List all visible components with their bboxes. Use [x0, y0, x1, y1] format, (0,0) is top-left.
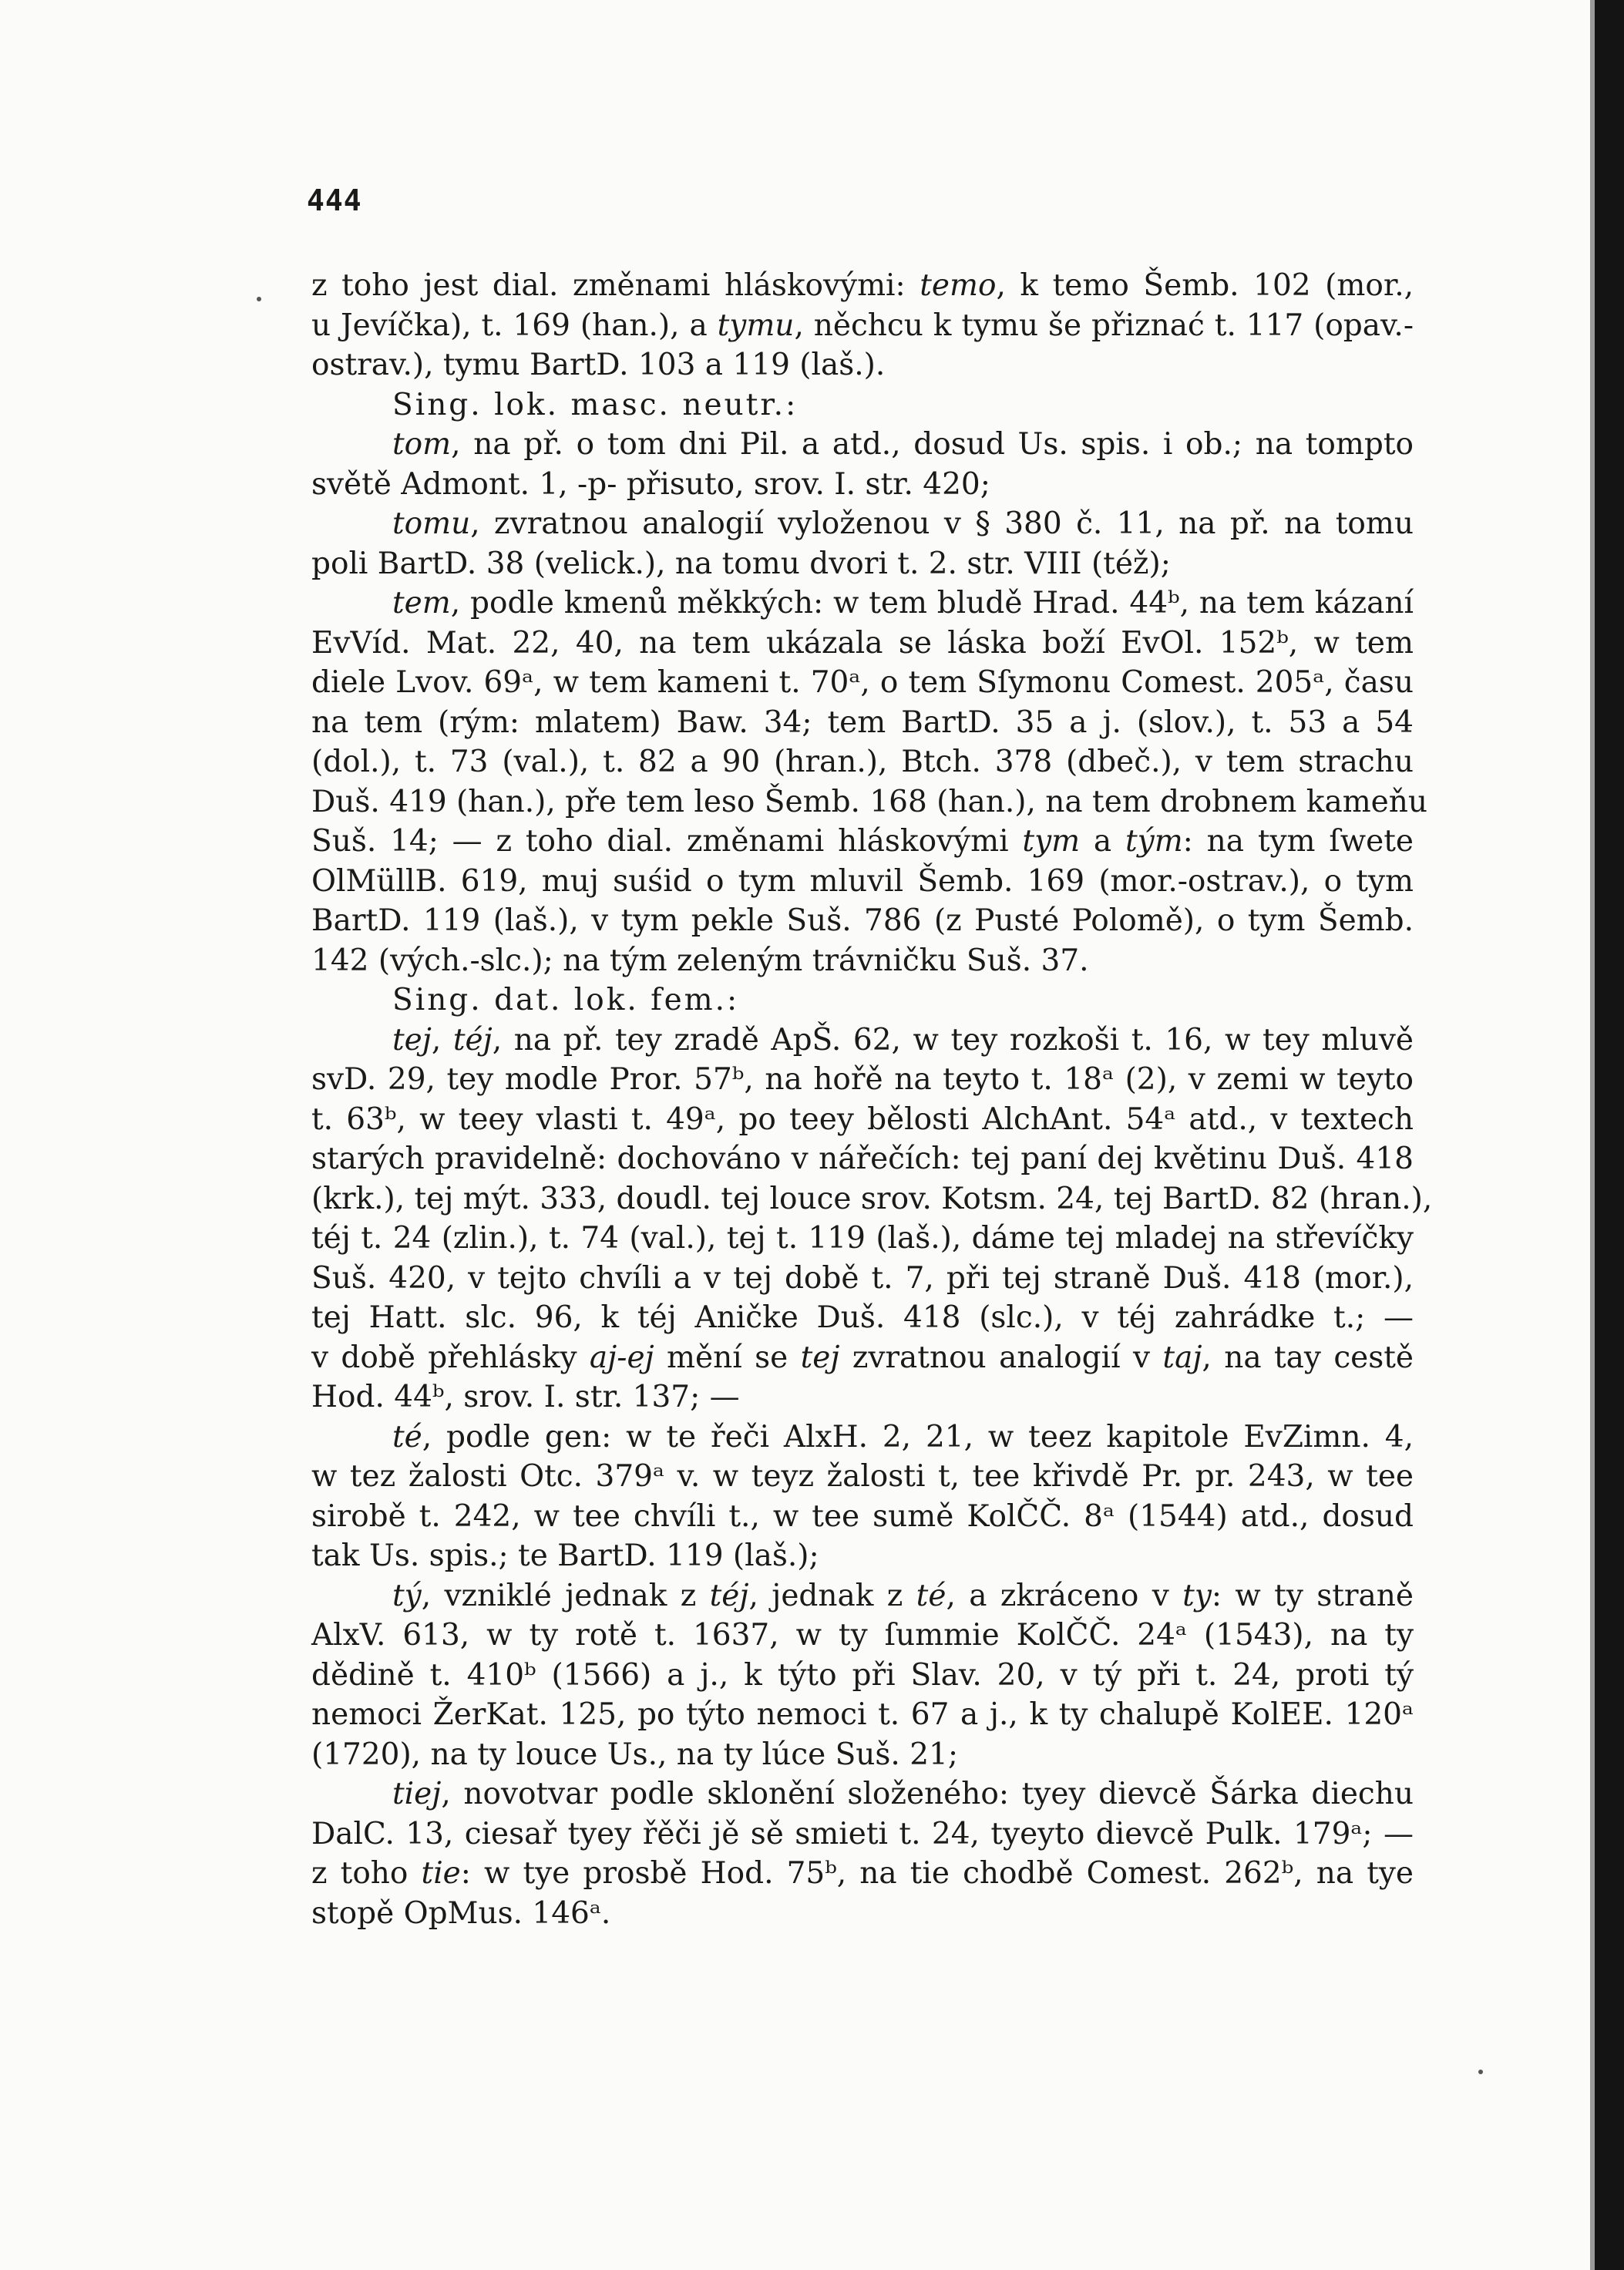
italic-headword: tymu	[717, 308, 795, 343]
text-segment: sirobě t. 242, w tee chvíli t., w tee sumě KolČČ. 8ᵃ (1544) atd., dosud	[311, 1498, 1414, 1534]
text-segment: svD. 29, tey modle Pror. 57ᵇ, na hořě na teyto t. 18ᵃ (2), v zemi w teyto	[311, 1062, 1414, 1097]
text-segment: mění se	[654, 1340, 801, 1375]
text-line	[311, 1179, 1433, 1219]
italic-headword: té	[392, 1419, 422, 1454]
text-line	[311, 901, 1414, 941]
text-line	[311, 1656, 1414, 1696]
text-segment: dědině t. 410ᵇ (1566) a j., k týto při Slav. 20, v tý při t. 24, proti tý	[311, 1657, 1414, 1693]
text-segment: Sing. lok. masc. neutr.:	[392, 387, 799, 422]
italic-headword: tej	[392, 1022, 432, 1058]
text-line	[311, 504, 1414, 544]
text-line	[311, 1377, 1414, 1417]
italic-headword: tom	[392, 427, 452, 462]
text-segment: 142 (vých.-slc.); na tým zeleným trávničku Suš. 37.	[311, 943, 1089, 978]
text-line	[311, 1457, 1414, 1497]
text-line	[311, 465, 1414, 505]
text-segment: (1720), na ty louce Us., na ty lúce Suš. 21;	[311, 1737, 958, 1772]
text-segment: , podle kmenů měkkých: w tem bludě Hrad. 44ᵇ, na tem kázaní	[450, 586, 1414, 620]
text-segment: a	[1080, 824, 1125, 859]
page-number: 444	[307, 183, 362, 217]
text-segment: EvVíd. Mat. 22, 40, na tem ukázala se láska boží EvOl. 152ᵇ, w tem	[311, 625, 1414, 661]
text-segment: (krk.), tej mýt. 333, doudl. tej louce srov. Kotsm. 24, tej BartD. 82 (hran.),	[311, 1181, 1433, 1216]
scan-border	[1595, 0, 1624, 2270]
text-segment: téj t. 24 (zlin.), t. 74 (val.), tej t. 119 (laš.), dáme tej mladej na střevíčky	[311, 1221, 1414, 1256]
text-line	[311, 1060, 1414, 1100]
text-segment: Duš. 419 (han.), pře tem leso Šemb. 168 (han.), na tem drobnem kameňu	[311, 784, 1427, 819]
italic-headword: tie	[421, 1856, 461, 1891]
text-line	[311, 1576, 1414, 1616]
text-line	[311, 544, 1414, 584]
text-segment: BartD. 119 (laš.), v tym pekle Suš. 786 (z Pusté Polomě), o tym Šemb.	[311, 903, 1414, 938]
text-segment: stopě OpMus. 146ᵃ.	[311, 1895, 611, 1931]
text-line	[311, 1139, 1414, 1179]
scan-speck	[257, 297, 261, 301]
italic-headword: téj	[452, 1022, 493, 1058]
body-text	[311, 266, 1433, 1933]
text-segment: tej Hatt. slc. 96, k téj Aničke Duš. 418 (slc.), v téj zahrádke t.; —	[311, 1300, 1414, 1335]
text-segment: , vzniklé jednak z	[421, 1578, 710, 1613]
text-line	[311, 941, 1414, 981]
text-segment: t. 63ᵇ, w teey vlasti t. 49ᵃ, po teey bělosti AlchAnt. 54ᵃ atd., v textech	[311, 1101, 1414, 1137]
text-segment: u Jevíčka), t. 169 (han.), a	[311, 308, 718, 343]
text-segment: Suš. 420, v tejto chvíli a v tej době t. 7, při tej straně Duš. 418 (mor.),	[311, 1260, 1414, 1296]
text-line	[311, 624, 1414, 664]
text-segment: zvratnou analogií v	[839, 1340, 1163, 1375]
italic-headword: té	[916, 1578, 946, 1613]
text-line	[311, 1854, 1414, 1894]
text-line	[311, 385, 1414, 425]
text-segment: , na př. tey zradě ApŠ. 62, w tey rozkoši t. 16, w tey mluvě	[492, 1022, 1414, 1058]
text-segment: , k temo Šemb. 102 (mor.,	[996, 268, 1414, 303]
text-segment: na tem (rým: mlatem) Baw. 34; tem BartD. 35 a j. (slov.), t. 53 a 54	[311, 705, 1414, 740]
italic-headword: tiej	[392, 1777, 442, 1811]
text-line	[311, 425, 1414, 465]
text-line	[311, 1695, 1414, 1735]
text-line	[311, 1298, 1414, 1338]
italic-headword: tem	[392, 586, 451, 620]
italic-headword: tym	[1022, 824, 1081, 859]
text-segment: poli BartD. 38 (velick.), na tomu dvori t. 2. str. VIII (též);	[311, 546, 1171, 581]
scan-speck	[1478, 2070, 1483, 2074]
text-line	[311, 1735, 1414, 1775]
text-line	[311, 1894, 1414, 1934]
text-line	[311, 1259, 1414, 1299]
text-line	[311, 1774, 1414, 1814]
text-segment: : w tye prosbě Hod. 75ᵇ, na tie chodbě Comest. 262ᵇ, na tye	[460, 1856, 1414, 1891]
italic-headword: ty	[1182, 1578, 1212, 1613]
text-segment: OlMüllB. 619, muj suśid o tym mluvil Šemb. 169 (mor.-ostrav.), o tym	[311, 863, 1414, 899]
text-line	[311, 306, 1414, 346]
italic-headword: aj-ej	[589, 1340, 654, 1375]
text-line	[311, 862, 1414, 902]
text-segment: , na př. o tom dni Pil. a atd., dosud Us. spis. i ob.; na tompto	[451, 427, 1414, 462]
text-segment: starých pravidelně: dochováno v nářečích: tej paní dej květinu Duš. 418	[311, 1142, 1414, 1176]
text-segment: tak Us. spis.; te BartD. 119 (laš.);	[311, 1539, 819, 1573]
text-line	[311, 1616, 1414, 1656]
text-segment: AlxV. 613, w ty rotě t. 1637, w ty ſummie KolČČ. 24ᵃ (1543), na ty	[311, 1618, 1414, 1653]
text-segment: Suš. 14; — z toho dial. změnami hláskovými	[311, 824, 1023, 859]
text-segment: v době přehlásky	[311, 1340, 590, 1375]
text-segment: , novotvar podle sklonění složeného: tyey dievcě Šárka diechu	[441, 1777, 1414, 1811]
text-segment: Hod. 44ᵇ, srov. I. str. 137; —	[311, 1380, 740, 1414]
text-segment: , jednak z	[748, 1578, 916, 1613]
text-segment: světě Admont. 1, -p- přisuto, srov. I. str. 420;	[311, 466, 990, 502]
text-segment: DalC. 13, ciesař tyey řěči jě sě smieti t. 24, tyeyto dievcě Pulk. 179ᵃ; —	[311, 1816, 1414, 1851]
text-segment: diele Lvov. 69ᵃ, w tem kameni t. 70ᵃ, o tem Sſymonu Comest. 205ᵃ, času	[311, 665, 1414, 700]
text-line	[311, 1219, 1414, 1259]
text-line	[311, 822, 1414, 862]
text-segment: , na tay cestě	[1202, 1340, 1414, 1375]
italic-headword: tým	[1125, 824, 1183, 859]
text-line	[311, 782, 1427, 822]
text-segment: : na tym ſwete	[1182, 824, 1414, 859]
italic-headword: tomu	[392, 506, 471, 541]
text-segment: ,	[431, 1022, 453, 1058]
text-segment: z toho	[311, 1856, 422, 1891]
text-segment: , zvratnou analogií vyloženou v § 380 č. 11, na př. na tomu	[470, 506, 1414, 541]
text-line	[311, 1100, 1414, 1140]
text-line	[311, 1497, 1414, 1537]
scan-border-edge	[1590, 0, 1595, 2270]
text-segment: z toho jest dial. změnami hláskovými:	[311, 268, 920, 303]
text-segment: , podle gen: w te řeči AlxH. 2, 21, w teez kapitole EvZimn. 4,	[422, 1419, 1414, 1454]
text-line	[311, 1536, 1414, 1576]
italic-headword: tej	[800, 1340, 840, 1375]
italic-headword: temo	[920, 268, 997, 303]
text-line	[311, 742, 1414, 782]
text-segment: : w ty straně	[1211, 1578, 1414, 1613]
italic-headword: taj	[1162, 1340, 1202, 1375]
text-segment: , něchcu k tymu še přiznać t. 117 (opav.-	[794, 308, 1414, 343]
text-line	[311, 1417, 1414, 1458]
italic-headword: téj	[709, 1578, 749, 1613]
text-line	[311, 703, 1414, 743]
text-segment: nemoci ŽerKat. 125, po týto nemoci t. 67 a j., k ty chalupě KolEE. 120ᵃ	[311, 1697, 1414, 1732]
text-line	[311, 583, 1414, 624]
text-line	[311, 266, 1414, 306]
text-segment: w tez žalosti Otc. 379ᵃ v. w teyz žalosti t, tee křivdě Pr. pr. 243, w tee	[311, 1459, 1414, 1494]
italic-headword: tý	[392, 1578, 422, 1613]
text-segment: ostrav.), tymu BartD. 103 a 119 (laš.).	[311, 348, 886, 382]
text-line	[311, 980, 1414, 1021]
text-segment: , a zkráceno v	[946, 1578, 1183, 1613]
text-line	[311, 345, 1414, 385]
text-line	[311, 663, 1414, 703]
text-segment: (dol.), t. 73 (val.), t. 82 a 90 (hran.), Btch. 378 (dbeč.), v tem strachu	[311, 745, 1414, 779]
text-line	[311, 1338, 1414, 1378]
text-segment: Sing. dat. lok. fem.:	[392, 983, 740, 1017]
text-line	[311, 1814, 1414, 1855]
text-line	[311, 1021, 1414, 1061]
